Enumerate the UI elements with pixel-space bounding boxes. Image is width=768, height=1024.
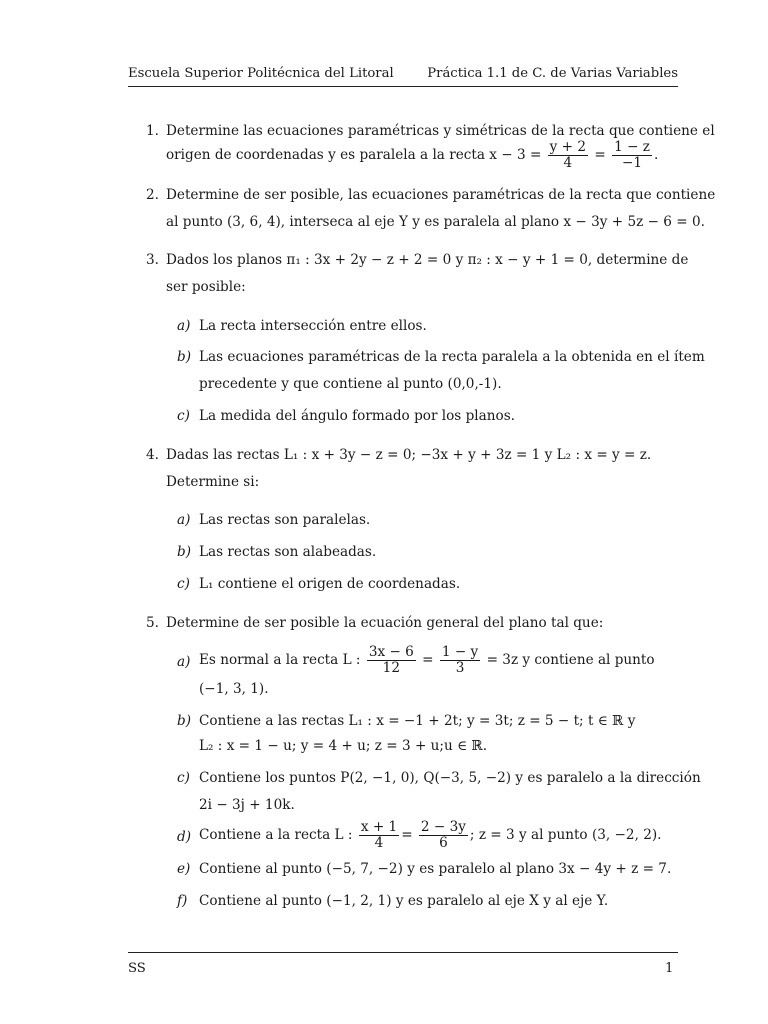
item-text: Es normal a la recta L : [199,652,361,668]
problem-4-number: 4. [146,447,159,463]
fraction-numerator: 2 − 3y [420,819,466,835]
header-institution: Escuela Superior Politécnica del Litoral [128,66,394,81]
item-label: a) [177,318,191,334]
item-label: e) [177,861,191,877]
fraction-denominator: −1 [621,155,643,171]
problem-4-item-c: L₁ contiene el origen de coordenadas. [199,576,461,592]
item-label: b) [177,349,192,365]
fraction-y [440,645,480,676]
problem-2-line-2: al punto (3, 6, 4), interseca al eje Y y es paralela al plano x − 3y + 5z − 6 = 0. [166,214,705,230]
problem-5-item-d [199,820,662,851]
problem-5-item-b-line-2: L₂ : x = 1 − u; y = 4 + u; z = 3 + u;u ∈ ℝ. [199,738,488,754]
problem-3-item-b-line-2: precedente y que contiene al punto (0,0,-1). [199,376,502,392]
item-label: b) [177,544,192,560]
problem-4-item-a: Las rectas son paralelas. [199,512,371,528]
problem-5-item-a-line-2: (−1, 3, 1). [199,681,269,697]
problem-3-item-c: La medida del ángulo formado por los planos. [199,408,515,424]
problem-5-item-f: Contiene al punto (−1, 2, 1) y es paralelo al eje X y al eje Y. [199,893,609,909]
problem-5-item-c-line-2: 2i − 3j + 10k. [199,797,295,813]
fraction-numerator: 3x − 6 [368,644,414,660]
item-label: f) [177,893,188,909]
problem-5-item-a-line-1 [199,645,655,676]
header-course: Práctica 1.1 de C. de Varias Variables [427,66,678,81]
problem-3-number: 3. [146,252,159,268]
fraction-y [419,820,468,851]
item-label: c) [177,576,190,592]
problem-1-text: origen de coordenadas y es paralela a la recta x − 3 = [166,147,542,163]
problem-5-line-1: Determine de ser posible la ecuación general del plano tal que: [166,615,604,631]
item-label: d) [177,829,192,845]
period: . [653,147,659,163]
problem-3-line-2: ser posible: [166,279,246,295]
equals-sign: = [401,827,413,843]
equals-sign: = [594,147,606,163]
fraction-denominator: 4 [374,835,384,851]
item-label: c) [177,408,190,424]
problem-5-item-c-line-1: Contiene los puntos P(2, −1, 0), Q(−3, 5, −2) y es paralelo a la dirección [199,770,701,786]
problem-1-number: 1. [146,123,159,139]
item-text: Contiene a la recta L : [199,827,353,843]
problem-1-fraction-z [612,140,652,171]
fraction-denominator: 12 [382,660,400,676]
fraction-denominator: 3 [455,660,465,676]
problem-3-item-b-line-1: Las ecuaciones paramétricas de la recta paralela a la obtenida en el ítem [199,349,705,365]
problem-5-item-b-line-1: Contiene a las rectas L₁ : x = −1 + 2t; y = 3t; z = 5 − t; t ∈ ℝ y [199,713,636,729]
fraction-numerator: 1 − z [614,139,650,155]
fraction-numerator: x + 1 [360,819,398,835]
item-text: ; z = 3 y al punto (3, −2, 2). [469,827,662,843]
fraction-x [367,645,416,676]
problem-4-item-b: Las rectas son alabeadas. [199,544,377,560]
problem-1-fraction-y [548,140,588,171]
fraction-denominator: 6 [439,835,448,851]
page-number: 1 [665,961,674,976]
fraction-numerator: y + 2 [549,139,587,155]
problem-5-number: 5. [146,615,159,631]
problem-2-line-1: Determine de ser posible, las ecuaciones paramétricas de la recta que contiene [166,187,716,203]
problem-2-number: 2. [146,187,159,203]
fraction-x [359,820,399,851]
problem-3-item-a: La recta intersección entre ellos. [199,318,427,334]
problem-3-line-1: Dados los planos π₁ : 3x + 2y − z + 2 = 0 y π₂ : x − y + 1 = 0, determine de [166,252,689,268]
fraction-denominator: 4 [563,155,573,171]
problem-4-line-2: Determine si: [166,474,260,490]
item-text: = 3z y contiene al punto [486,652,655,668]
item-label: c) [177,770,190,786]
problem-4-line-1: Dadas las rectas L₁ : x + 3y − z = 0; −3x + y + 3z = 1 y L₂ : x = y = z. [166,447,652,463]
problem-5-item-e: Contiene al punto (−5, 7, −2) y es paralelo al plano 3x − 4y + z = 7. [199,861,672,877]
problem-1-line-1: Determine las ecuaciones paramétricas y simétricas de la recta que contiene el [166,123,715,139]
item-label: b) [177,713,192,729]
footer-rule [128,952,678,953]
item-label: a) [177,654,191,670]
item-label: a) [177,512,191,528]
footer-initials: SS [128,961,146,976]
header-rule [128,86,678,87]
equals-sign: = [422,652,434,668]
fraction-numerator: 1 − y [441,644,479,660]
problem-1-line-2 [166,140,658,171]
